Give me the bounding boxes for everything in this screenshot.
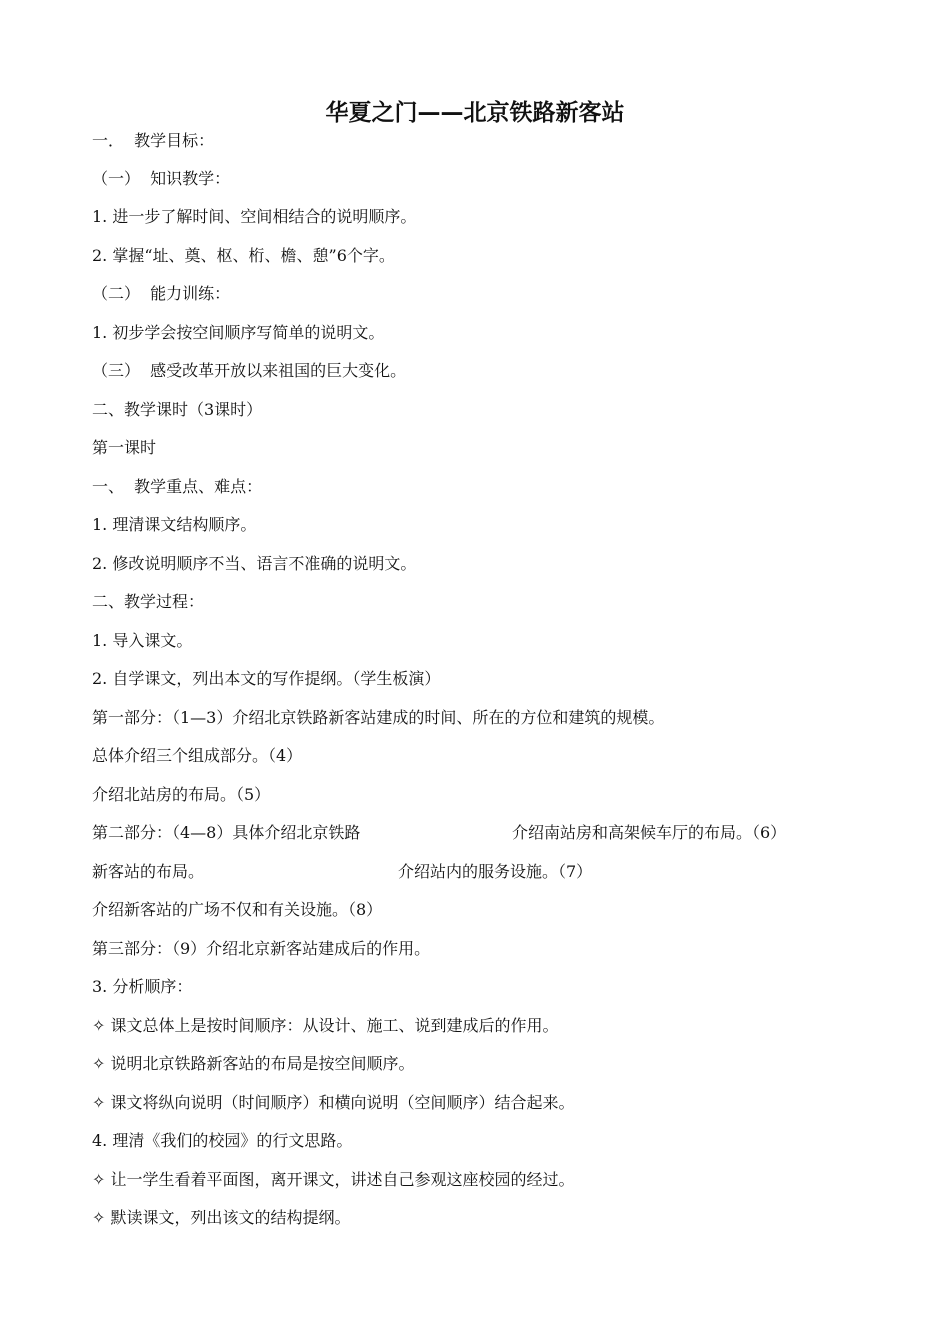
text-line: 一、 教学重点、难点：: [92, 477, 263, 496]
text-line: 介绍新客站的广场不仅和有关设施。（8）: [92, 900, 383, 919]
text-line: 第一课时: [92, 438, 157, 457]
text-line: 总体介绍三个组成部分。（4）: [92, 746, 303, 765]
text-line-right: 介绍南站房和高架候车厅的布局。（6）: [512, 823, 787, 842]
text-line: （二） 能力训练：: [92, 284, 231, 303]
text-line: 1. 初步学会按空间顺序写简单的说明文。: [92, 323, 385, 342]
text-line: 3. 分析顺序：: [92, 977, 193, 996]
text-line: 2. 掌握“址、奠、枢、桁、檐、憩”6个字。: [92, 246, 395, 265]
text-line: （三） 感受改革开放以来祖国的巨大变化。: [92, 361, 407, 380]
text-line: ✧ 默读课文，列出该文的结构提纲。: [92, 1208, 351, 1227]
text-line-right: 介绍站内的服务设施。（7）: [398, 862, 593, 881]
text-line: 1. 进一步了解时间、空间相结合的说明顺序。: [92, 207, 417, 226]
text-line: 介绍北站房的布局。（5）: [92, 785, 271, 804]
text-line: 1. 导入课文。: [92, 631, 193, 650]
text-line: 二、教学过程：: [92, 592, 205, 611]
text-line: 一． 教学目标：: [92, 131, 215, 150]
page-title: 华夏之门——北京铁路新客站: [325, 100, 625, 126]
text-line: 2. 修改说明顺序不当、语言不准确的说明文。: [92, 554, 417, 573]
text-line: 1. 理清课文结构顺序。: [92, 515, 257, 534]
text-line: 第三部分：（9）介绍北京新客站建成后的作用。: [92, 939, 431, 958]
text-line: 第二部分：（4—8）具体介绍北京铁路: [92, 823, 361, 842]
text-line: （一） 知识教学：: [92, 169, 231, 188]
text-line: ✧ 课文总体上是按时间顺序：从设计、施工、说到建成后的作用。: [92, 1016, 559, 1035]
text-line: 新客站的布局。: [92, 862, 205, 881]
text-line: ✧ 课文将纵向说明（时间顺序）和横向说明（空间顺序）结合起来。: [92, 1093, 575, 1112]
text-line: 4. 理清《我们的校园》的行文思路。: [92, 1131, 353, 1150]
text-line: ✧ 说明北京铁路新客站的布局是按空间顺序。: [92, 1054, 415, 1073]
text-line: ✧ 让一学生看着平面图，离开课文，讲述自己参观这座校园的经过。: [92, 1170, 575, 1189]
text-line: 二、教学课时（3课时）: [92, 400, 263, 419]
text-line: 第一部分：（1—3）介绍北京铁路新客站建成的时间、所在的方位和建筑的规模。: [92, 708, 665, 727]
text-line: 2. 自学课文，列出本文的写作提纲。（学生板演）: [92, 669, 441, 688]
